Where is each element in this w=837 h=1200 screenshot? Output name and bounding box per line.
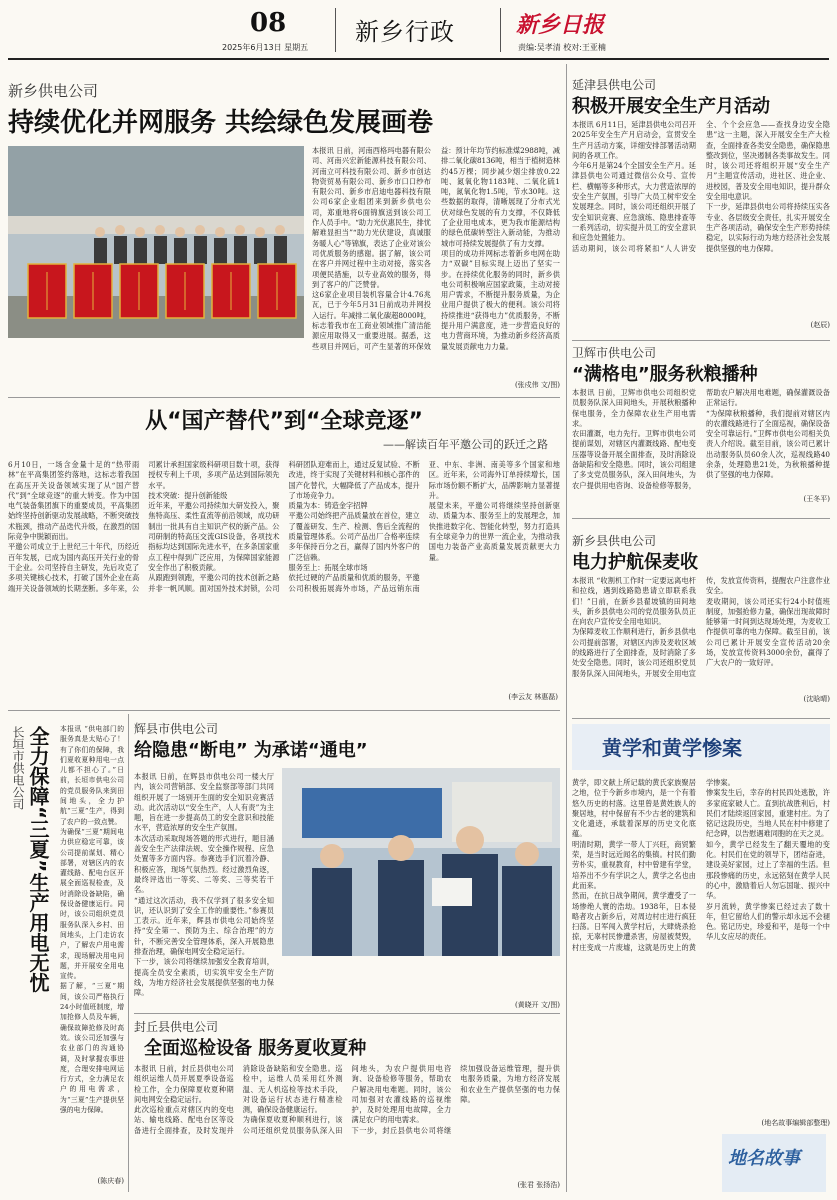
article-bingwang [8,62,560,394]
article-kicker: 长垣市供电公司 [11,726,25,810]
article-photo-workers [282,768,560,956]
article-kicker: 封丘县供电公司 [134,1020,219,1034]
article-headline: 持续优化并网服务 共绘绿色发展画卷 [8,108,434,138]
article-kicker: 辉县市供电公司 [134,722,219,736]
article-body: 6月10日，一场含金量十足的“热带雨林”在平高集团签约落地，这标志着我国在高压开关设备领域实现了从“国产替代”到“全球竞逐”的重大转变。作为中国电气装备集团旗下的重要成员，平高集团始终坚持创新驱动发展战略，不断突破技术瓶颈，推动产品迭代升级，在激烈的国际竞争中脱颖而出。 平邀公司成立于上世纪三十年代，历经近百年发展，已成为国内高压开关行业的骨干企业。公司坚持自主研发，先后攻克了多项关键核心技术，打破了国外企业在高端开关设备领域的长期垄断。多年来，公司累计承担国家级科研项目数十项，获得授权专利上千项，多项产品达到国际领先水平。 技术突破：提升创新能级 近年来，平邀公司持续加大研发投入，聚焦特高压、柔性直流等前沿领域，成功研制出一批具有自主知识产权的新产品。公司研制的特高压交流GIS设备，各项技术指标均达到国际先进水平，在多条国家重点工程中得到广泛应用，为保障国家能源安全作出了积极贡献。 从跟跑到领跑，平邀公司的技术创新之路并非一帆风顺。面对国外技术封锁，公司科研团队迎难而上，通过反复试验、不断改进，终于实现了关键材料和核心部件的国产化替代，大幅降低了产品成本，提升了市场竞争力。 质量为本：铸造金字招牌 平邀公司始终把产品质量放在首位，建立了覆盖研发、生产、检测、售后全流程的质量管理体系。公司产品出厂合格率连续多年保持百分之百，赢得了国内外客户的广泛信赖。 服务至上：拓展全球市场 依托过硬的产品质量和优质的服务，平邀公司积极拓展海外市场，产品远销东南亚、中东、非洲、南美等多个国家和地区。近年来，公司海外订单持续增长，国际市场份额不断扩大，品牌影响力显著提升。 展望未来，平邀公司将继续坚持创新驱动、质量为本、服务至上的发展理念，加快推进数字化、智能化转型，努力打造具有全球竞争力的世界一流企业，为推动我国电力装备产业高质量发展贡献更大力量。 [8,460,560,593]
article-headline: 从“国产替代”到“全球竞逐” [145,409,423,434]
masthead-editors: 责编:吴孝清 校对:王亚楠 [518,43,606,52]
masthead [0,0,837,60]
article-signature: (张戍伟 文/图) [514,381,560,389]
article-headline: 全力保障“三夏”生产用电无忧 [26,726,50,993]
article-headline: 积极开展安全生产月活动 [572,96,770,117]
article-pinggao [8,400,560,706]
article-yanjin [572,66,830,338]
article-body: 本报讯 6月11日，延津县供电公司召开2025年安全生产月启动会，宣贯安全生产月活动方案，详细安排部署活动期间的各项工作。 今年6月是第24个全国安全生产月。延津县供电公司通过微信公众号、宣传栏、横幅等多种形式，大力营造浓厚的安全生产氛围，引导广大员工树牢安全发展理念。同时，该公司还组织开展了安全知识竞赛、应急演练、隐患排查等一系列活动，切实提升员工的安全意识和应急处置能力。 活动期间，该公司将紧扣“人人讲安全、个个会应急——查找身边安全隐患”这一主题，深入开展安全生产大检查，全面排查各类安全隐患，确保隐患整改到位，坚决遏制各类事故发生。同时，该公司还将组织开展“安全生产月”主题宣传活动，进社区、进企业、进校园，普及安全用电知识，提升群众安全用电意识。 下一步，延津县供电公司将持续压实各专业、各层级安全责任，扎实开展安全生产各项活动，确保安全生产形势持续稳定，以实际行动为地方经济社会发展提供坚强的电力保障。 [572,120,830,253]
article-body: 本报讯 日前，卫辉市供电公司组织党员服务队深入田间地头，开展秋粮播种保电服务，全力保障农业生产用电需求。 农田灌溉，电力先行。卫辉市供电公司提前谋划，对辖区内灌溉线路、配电变压器等设备开展全面排查，及时消除设备缺陷和安全隐患。同时，该公司组建了多支党员服务队，深入田间地头，为农户提供用电咨询、设备检修等服务，帮助农户解决用电难题，确保灌溉设备正常运行。 “为保障秋粮播种，我们提前对辖区内的农灌线路进行了全面巡视，确保设备安全可靠运行。”卫辉市供电公司相关负责人介绍说。截至目前，该公司已累计出动服务队员60余人次，巡视线路40余条，处理隐患21处，为秋粮播种提供了坚强的电力保障。 [572,388,830,490]
page-number: 08 [250,8,287,38]
article-headline: 给隐患“断电” 为承诺“通电” [134,740,368,761]
feature-signature: (地名故事编辑部整理) [761,1119,830,1127]
article-body: 本报讯 日前，封丘县供电公司组织运维人员开展夏季设备巡检工作，全力保障夏收夏种期间电网安全稳定运行。 此次巡检重点对辖区内的变电站、输电线路、配电台区等设备进行全面排查，及时发现并消除设备缺陷和安全隐患。巡检中，运维人员采用红外测温、无人机巡检等技术手段，对设备运行状态进行精准检测，确保设备健康运行。 为确保夏收夏种顺利进行，该公司还组织党员服务队深入田间地头，为农户提供用电咨询、设备检修等服务，帮助农户解决用电难题。同时，该公司加强对农灌线路的巡视维护，及时处理用电故障，全力满足农户的用电需求。 下一步，封丘县供电公司将继续加强设备运维管理，提升供电服务质量，为地方经济发展和农业生产提供坚强的电力保障。 [134,1064,560,1135]
article-signature: (黄晓开 文/图) [514,1001,560,1009]
article-photo-banners [8,146,304,338]
article-body: 本报讯 “收割机工作时一定要远离电杆和拉线，遇到线路隐患请立即联系我们！”日前，在新乡县翟坡镇的田间地头，新乡县供电公司的党员服务队员正在向农户宣传安全用电知识。 为保障麦收工作顺利进行，新乡县供电公司提前部署，对辖区内涉及麦收区域的线路进行了全面排查，及时消除了多处安全隐患。同时，该公司还组织党员服务队深入田间地头，开展安全用电宣传，发放宣传资料，提醒农户注意作业安全。 麦收期间，该公司还实行24小时值班制度，加强抢修力量，确保出现故障时能够第一时间到达现场处理，为麦收工作提供可靠的电力保障。截至目前，该公司已累计开展安全宣传活动20余场，发放宣传资料3000余份，赢得了广大农户的一致好评。 [572,576,830,678]
article-body-continued [282,960,560,1000]
article-weihui [572,342,830,514]
masthead-date: 2025年6月13日 星期五 [222,43,309,52]
feature-title-band [572,724,830,770]
article-xinxiangxian [572,520,830,714]
article-kicker: 新乡县供电公司 [572,534,657,548]
article-fengqiu [134,1016,560,1194]
photo-illustration [8,146,304,338]
article-headline: 电力护航保麦收 [572,552,698,573]
article-signature: (张君 张扬浩) [517,1181,560,1189]
article-changyuan [8,716,124,1192]
article-signature: (沈晗晴) [803,695,830,703]
article-body: 本报讯 日前，河南西格玛电器有限公司、河南兴宏新能源科技有限公司、河南立可科技有限公司、新乡市创达物资贸易有限公司、新乡市口口纱布有限公司、新乡市启迪电器科技有限公司6家企业组团来到新乡供电公司，郑重地将6面锦旗送到该公司工作人员手中。“助力光伏惠民生，排忧解难显担当”“助力光伏建设，真诚服务暖人心”等锦旗，表达了企业对该公司优质服务的感谢。据了解，该公司在客户并网过程中主动对接，落实各项便民措施，以专业高效的服务，得到了客户的广泛赞誉。 这6家企业项目装机容量合计4.76兆瓦，已于今年5月31日前成功并网投入运行。年减排二氧化碳超8000吨，标志着我市在工商业领域推广清洁能源应用取得又一重要进展。据悉，这些项目并网后，可产生显著的环保效益：预计年均节约标准煤2988吨，减排二氧化碳8136吨，相当于植树造林约45万棵；同步减少烟尘排放0.22吨、氮氧化物1183吨、二氧化硫1吨，氮氧化物1.5吨，节水30吨。这些数据的取得，清晰展现了分布式光伏对绿色发展的有力支撑，不仅降低了企业用电成本，更为我市能源结构的绿色低碳转型注入新动能，为推动城市可持续发展提供了有力支撑。 项目的成功并网标志着新乡电网在助力“双碳”目标实现上迈出了坚实一步。在持续优化服务的同时，新乡供电公司积极响应国家政策，主动对接用户需求，不断提升服务质量，为企业用户提供了极大的便利。该公司将持续推进“获得电力”优质服务，不断提升用户满意度，进一步营造良好的电力营商环境，为推动新乡经济高质量发展贡献电力力量。 [312,146,560,351]
article-subtitle: ——解读百年平邀公司的跃迁之路 [383,438,548,451]
article-signature: (陈庆春) [97,1177,124,1185]
article-body: 本报讯 日前，在辉县市供电公司一楼大厅内，该公司营销部、安全监察部等部门共同组织开展了一场别开生面的安全知识竞赛活动。此次活动以“安全生产，人人有责”为主题，旨在进一步提高员工的安全意识和技能水平，营造浓厚的安全生产氛围。 本次活动采取现场答题的形式进行，题目涵盖安全生产法律法规、安全操作规程、应急处置等多方面内容。参赛选手们沉着冷静、积极应答，现场气氛热烈。经过激烈角逐，最终评选出一等奖、二等奖、三等奖若干名。 “通过这次活动，我不仅学到了很多安全知识，还认识到了安全工作的重要性。”参赛员工表示。近年来，辉县市供电公司始终坚持“安全第一、预防为主、综合治理”的方针，不断完善安全管理体系，深入开展隐患排查治理，确保电网安全稳定运行。 下一步，该公司将继续加强安全教育培训，提高全员安全素质，切实筑牢安全生产防线，为地方经济社会发展提供坚强的电力保障。 [134,772,274,998]
article-huixian [134,716,560,1010]
feature-title: 黄学和黄学惨案 [602,736,742,760]
brand-logo: 新乡日报 [516,12,605,38]
article-kicker: 延津县供电公司 [572,78,657,92]
article-signature: (赵辰) [810,321,830,329]
article-signature: (王冬平) [803,495,830,503]
feature-badge [722,1134,826,1192]
article-headline: “满格电”服务秋粮播种 [572,364,758,385]
article-kicker: 新乡供电公司 [8,82,99,100]
article-headline: 全面巡检设备 服务夏收夏种 [144,1038,367,1059]
article-signature: (李云友 林惠磊) [508,693,558,701]
feature-badge-label: 地名故事 [728,1148,800,1169]
photo-illustration [282,768,560,956]
section-title: 新乡行政 [355,18,455,46]
article-kicker: 卫辉市供电公司 [572,346,657,360]
feature-diming [572,724,830,1194]
article-body: 本报讯 “供电部门的服务真是太贴心了！有了你们的保障，我们夏收夏种用电一点儿都不担心了。”日前，长垣市供电公司的党员服务队来到田间地头，全力护航“三夏”生产，得到了农户的一致点赞。 为确保“三夏”期间电力供应稳定可靠，该公司提前谋划、精心部署，对辖区内的农灌线路、配电台区开展全面巡视检查，及时消除设备缺陷，确保设备健康运行。同时，该公司组织党员服务队深入乡村、田间地头，上门走访农户，了解农户用电需求，现场解决用电问题，并开展安全用电宣传。 据了解，“三夏”期间，该公司严格执行24小时值班制度，增加抢修人员及车辆，确保故障抢修及时高效。该公司还加强与农业部门的沟通协调，及时掌握农事进度，合理安排电网运行方式，全力满足农户的用电需求，为“三夏”生产提供坚强的电力保障。 [60,725,124,1114]
feature-body: 黄学，即文献上所记载的黄氏家族聚居之地，位于今新乡市境内，是一个有着悠久历史的村落。这里曾是黄姓族人的聚居地，村中保留有不少古老的建筑和文化遗迹，承载着深厚的历史文化底蕴。 明清时期，黄学一带人丁兴旺，商贸繁荣，是当时远近闻名的集镇。村民们勤劳朴实，重视教育，村中曾建有学堂，培养出不少有学识之人，黄学之名也由此而来。 然而，在抗日战争期间，黄学遭受了一场惨绝人寰的浩劫。1938年，日本侵略者攻占新乡后，对周边村庄进行疯狂扫荡。日军闯入黄学村后，大肆烧杀抢掠，无辜村民惨遭杀害，房屋被焚毁，村庄变成一片废墟，这就是历史上的黄学惨案。 惨案发生后，幸存的村民四处逃散，许多家庭家破人亡。直到抗战胜利后，村民们才陆续返回家园，重建村庄。为了铭记这段历史，当地人民在村中修建了纪念碑，以告慰遇难同胞的在天之灵。 如今，黄学已经发生了翻天覆地的变化。村民们在党的领导下，团结奋进，建设美好家园，过上了幸福的生活。但那段惨痛的历史，永远铭刻在黄学人民的心中，激励着后人勿忘国耻、振兴中华。 岁月流转，黄学惨案已经过去了数十年，但它留给人们的警示却永远不会褪色。铭记历史，珍爱和平，是每一个中华儿女应尽的责任。 [572,778,830,952]
